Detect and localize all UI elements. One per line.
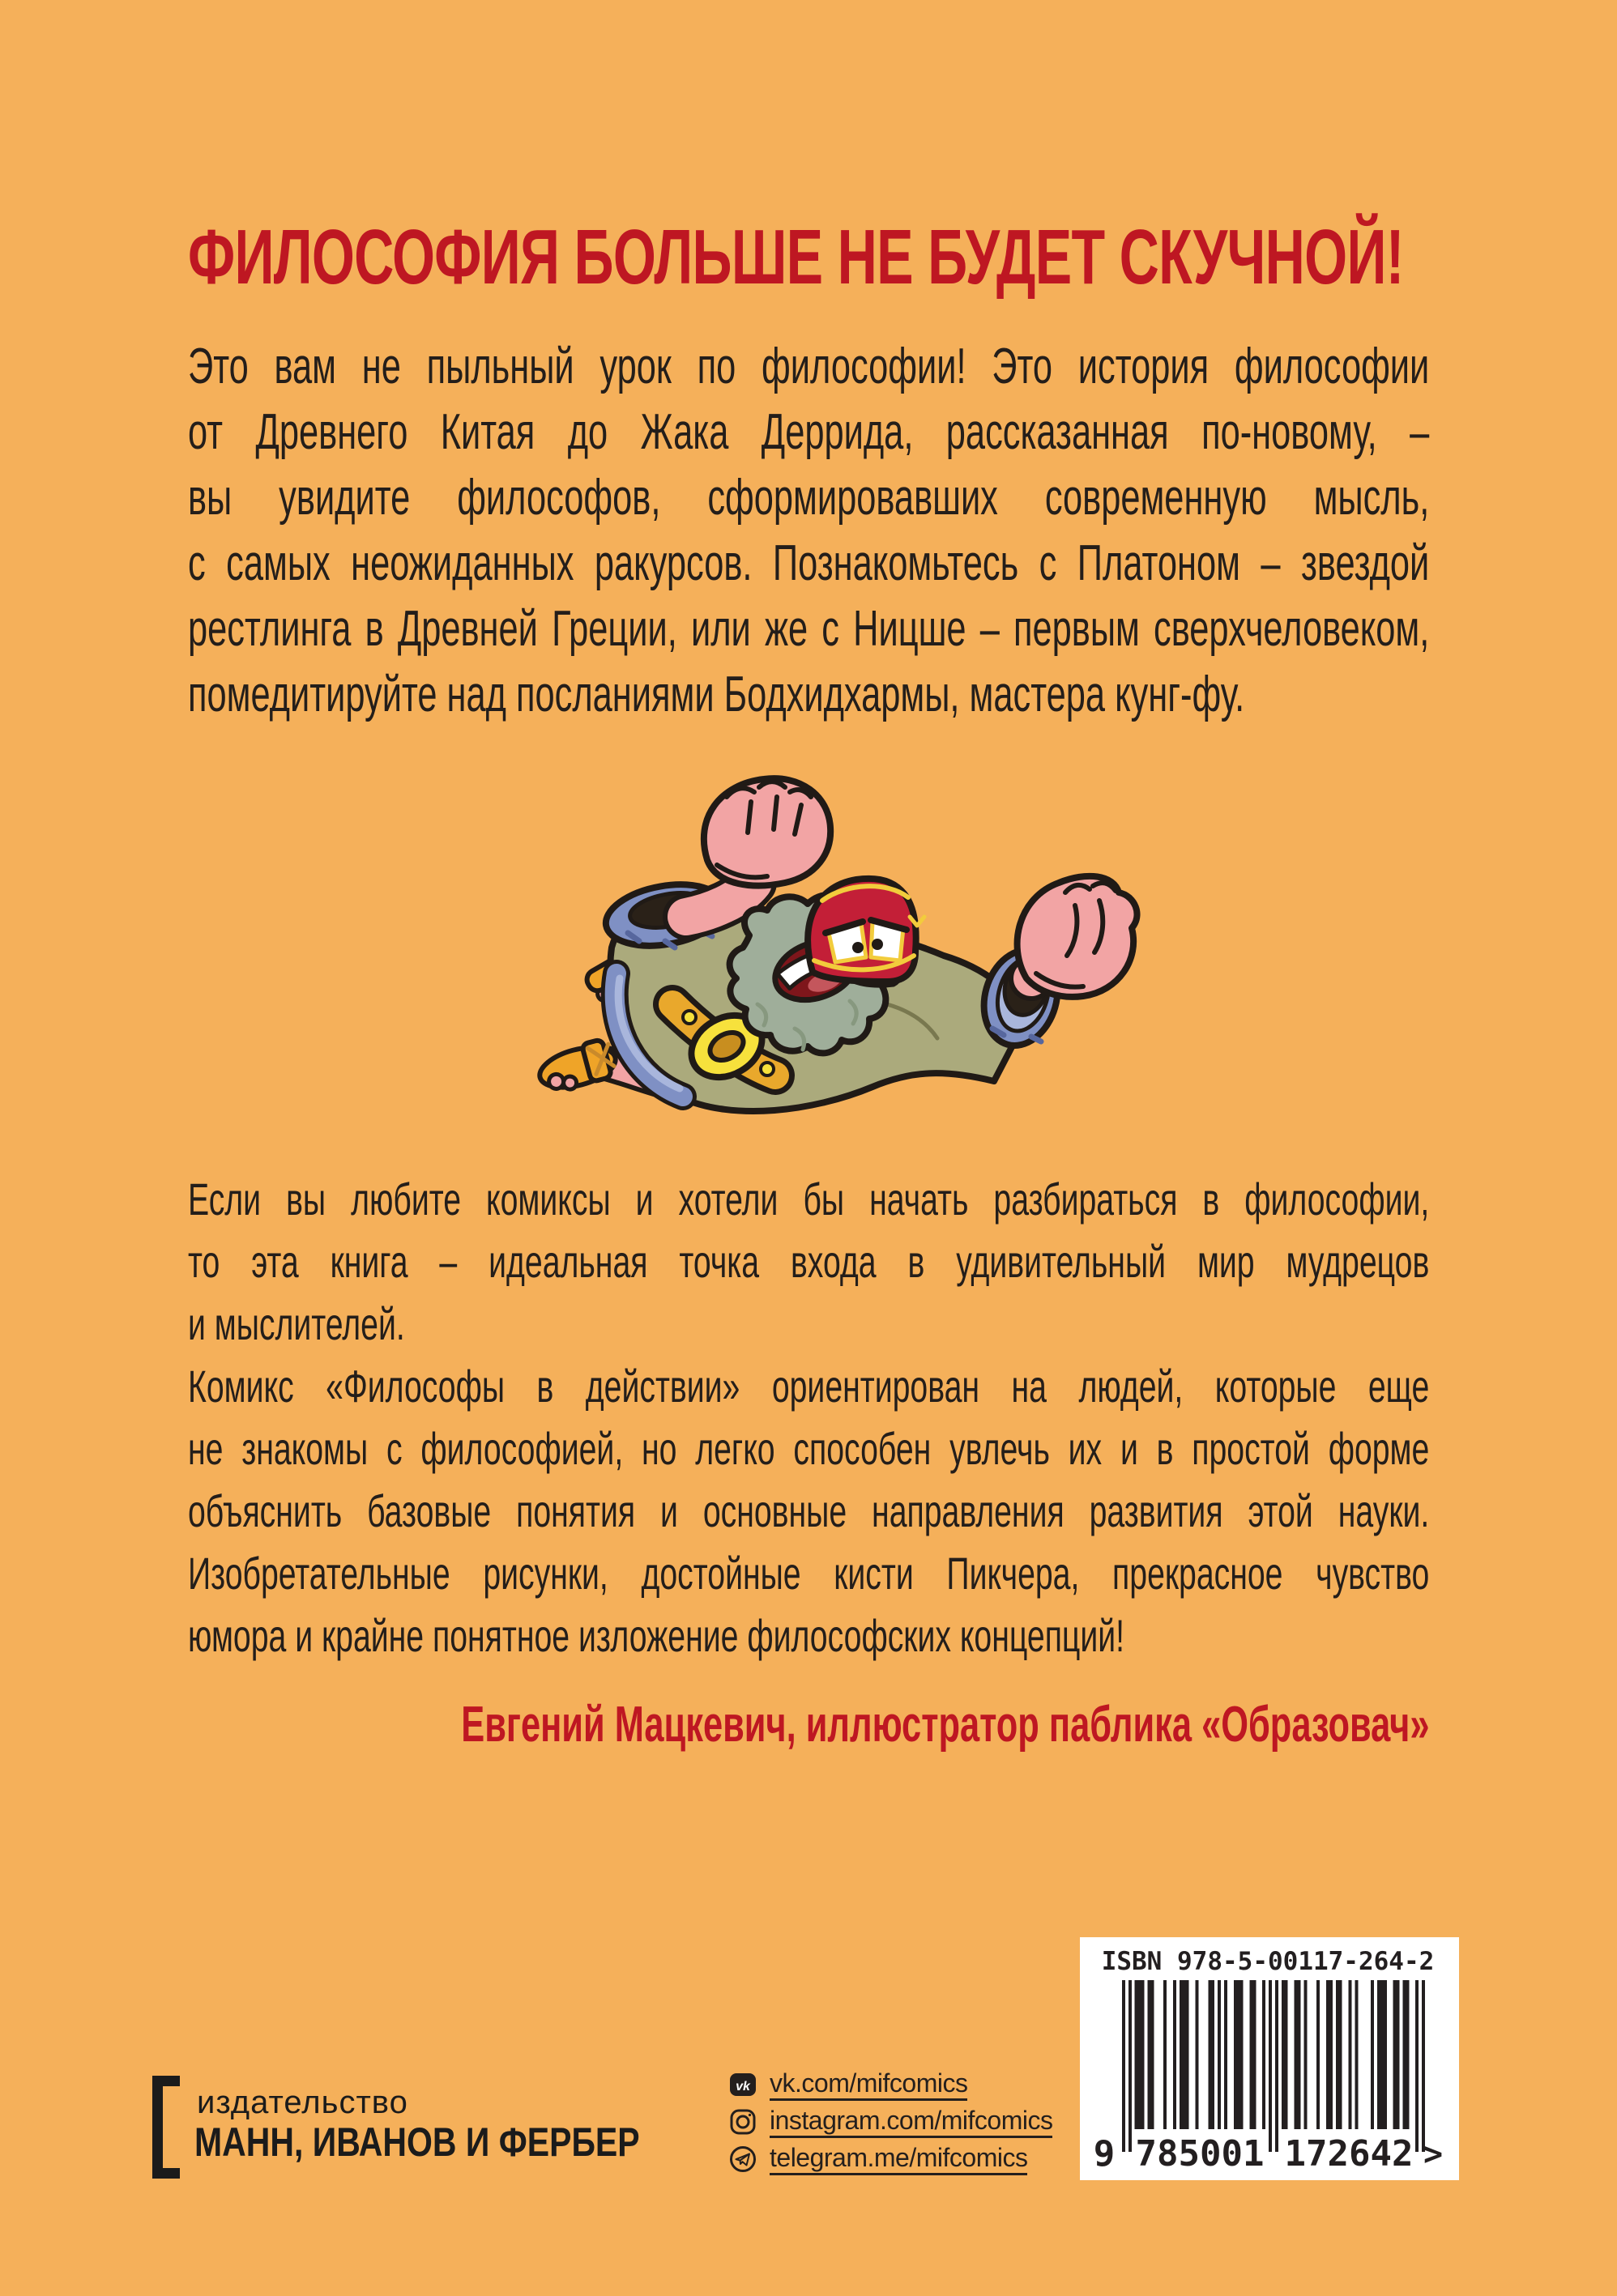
barcode-digit-group: 172642 xyxy=(1284,2133,1414,2175)
publisher-tagline: издательство xyxy=(197,2085,408,2120)
text-line: Изобретательные рисунки, достойные кисти Пикчера, прекрасное чувство xyxy=(188,1548,1430,1599)
review-paragraphs xyxy=(188,1168,1429,1667)
text-line: и мыслителей. xyxy=(188,1298,405,1349)
barcode-bars xyxy=(1122,1980,1425,2152)
wrestler-illustration xyxy=(506,761,1154,1166)
social-link-label[interactable]: vk.com/mifcomics xyxy=(770,2069,967,2101)
social-link-label[interactable]: instagram.com/mifcomics xyxy=(770,2106,1052,2138)
page-title: ФИЛОСОФИЯ БОЛЬШЕ НЕ БУДЕТ СКУЧНОЙ! xyxy=(188,214,1404,300)
intro-paragraph xyxy=(188,334,1429,727)
isbn-number: ISBN 978-5-00117-264-2 xyxy=(1101,1947,1435,1976)
quote-attribution: Евгений Мацкевич, иллюстратор паблика «Образовач» xyxy=(460,1697,1429,1753)
paragraph xyxy=(188,1355,1429,1667)
text-line: вы увидите философов, сформировавших современную мысль, xyxy=(188,470,1430,526)
barcode-arrow: > xyxy=(1423,2136,1444,2173)
text-line: рестлинга в Древней Греции, или же с Ницше – первым сверхчеловеком, xyxy=(188,601,1430,657)
instagram-icon xyxy=(729,2108,757,2136)
social-link-label[interactable]: telegram.me/mifcomics xyxy=(770,2144,1027,2175)
text-line: помедитируйте над посланиями Бодхидхармы, мастера кунг-фу. xyxy=(188,667,1245,722)
bracket-icon xyxy=(152,2076,180,2179)
paragraph xyxy=(188,1168,1429,1355)
svg-text:vk: vk xyxy=(736,2080,750,2094)
social-links xyxy=(729,2070,1052,2174)
text-line: то эта книга – идеальная точка входа в удивительный мир мудрецов xyxy=(188,1236,1430,1287)
social-link-instagram[interactable] xyxy=(729,2107,1052,2136)
text-line: не знакомы с философией, но легко способен увлечь их и в простой форме xyxy=(188,1423,1430,1474)
text-line: объяснить базовые понятия и основные направления развития этой науки. xyxy=(188,1485,1430,1536)
vk-icon xyxy=(729,2071,757,2098)
barcode-digit-lead: 9 xyxy=(1093,2133,1116,2175)
text-line: Это вам не пыльный урок по философии! Это история философии xyxy=(188,339,1430,394)
text-line: Если вы любите комиксы и хотели бы начать разбираться в философии, xyxy=(188,1174,1430,1225)
text-line: юмора и крайне понятное изложение философских концепций! xyxy=(188,1610,1125,1661)
social-link-vk[interactable] xyxy=(729,2070,1052,2099)
social-link-telegram[interactable] xyxy=(729,2142,1052,2174)
barcode-digit-group: 785001 xyxy=(1135,2133,1265,2175)
text-line: с самых неожиданных ракурсов. Познакомьтесь с Платоном – звездой xyxy=(188,535,1430,591)
text-line: Комикс «Философы в действии» ориентирован на людей, которые еще xyxy=(188,1361,1430,1412)
telegram-icon xyxy=(729,2145,757,2173)
text-line: от Древнего Китая до Жака Деррида, рассказанная по-новому, – xyxy=(188,404,1430,460)
barcode-block xyxy=(1080,1937,1459,2180)
publisher-name: МАНН, ИВАНОВ И ФЕРБЕР xyxy=(194,2119,640,2165)
